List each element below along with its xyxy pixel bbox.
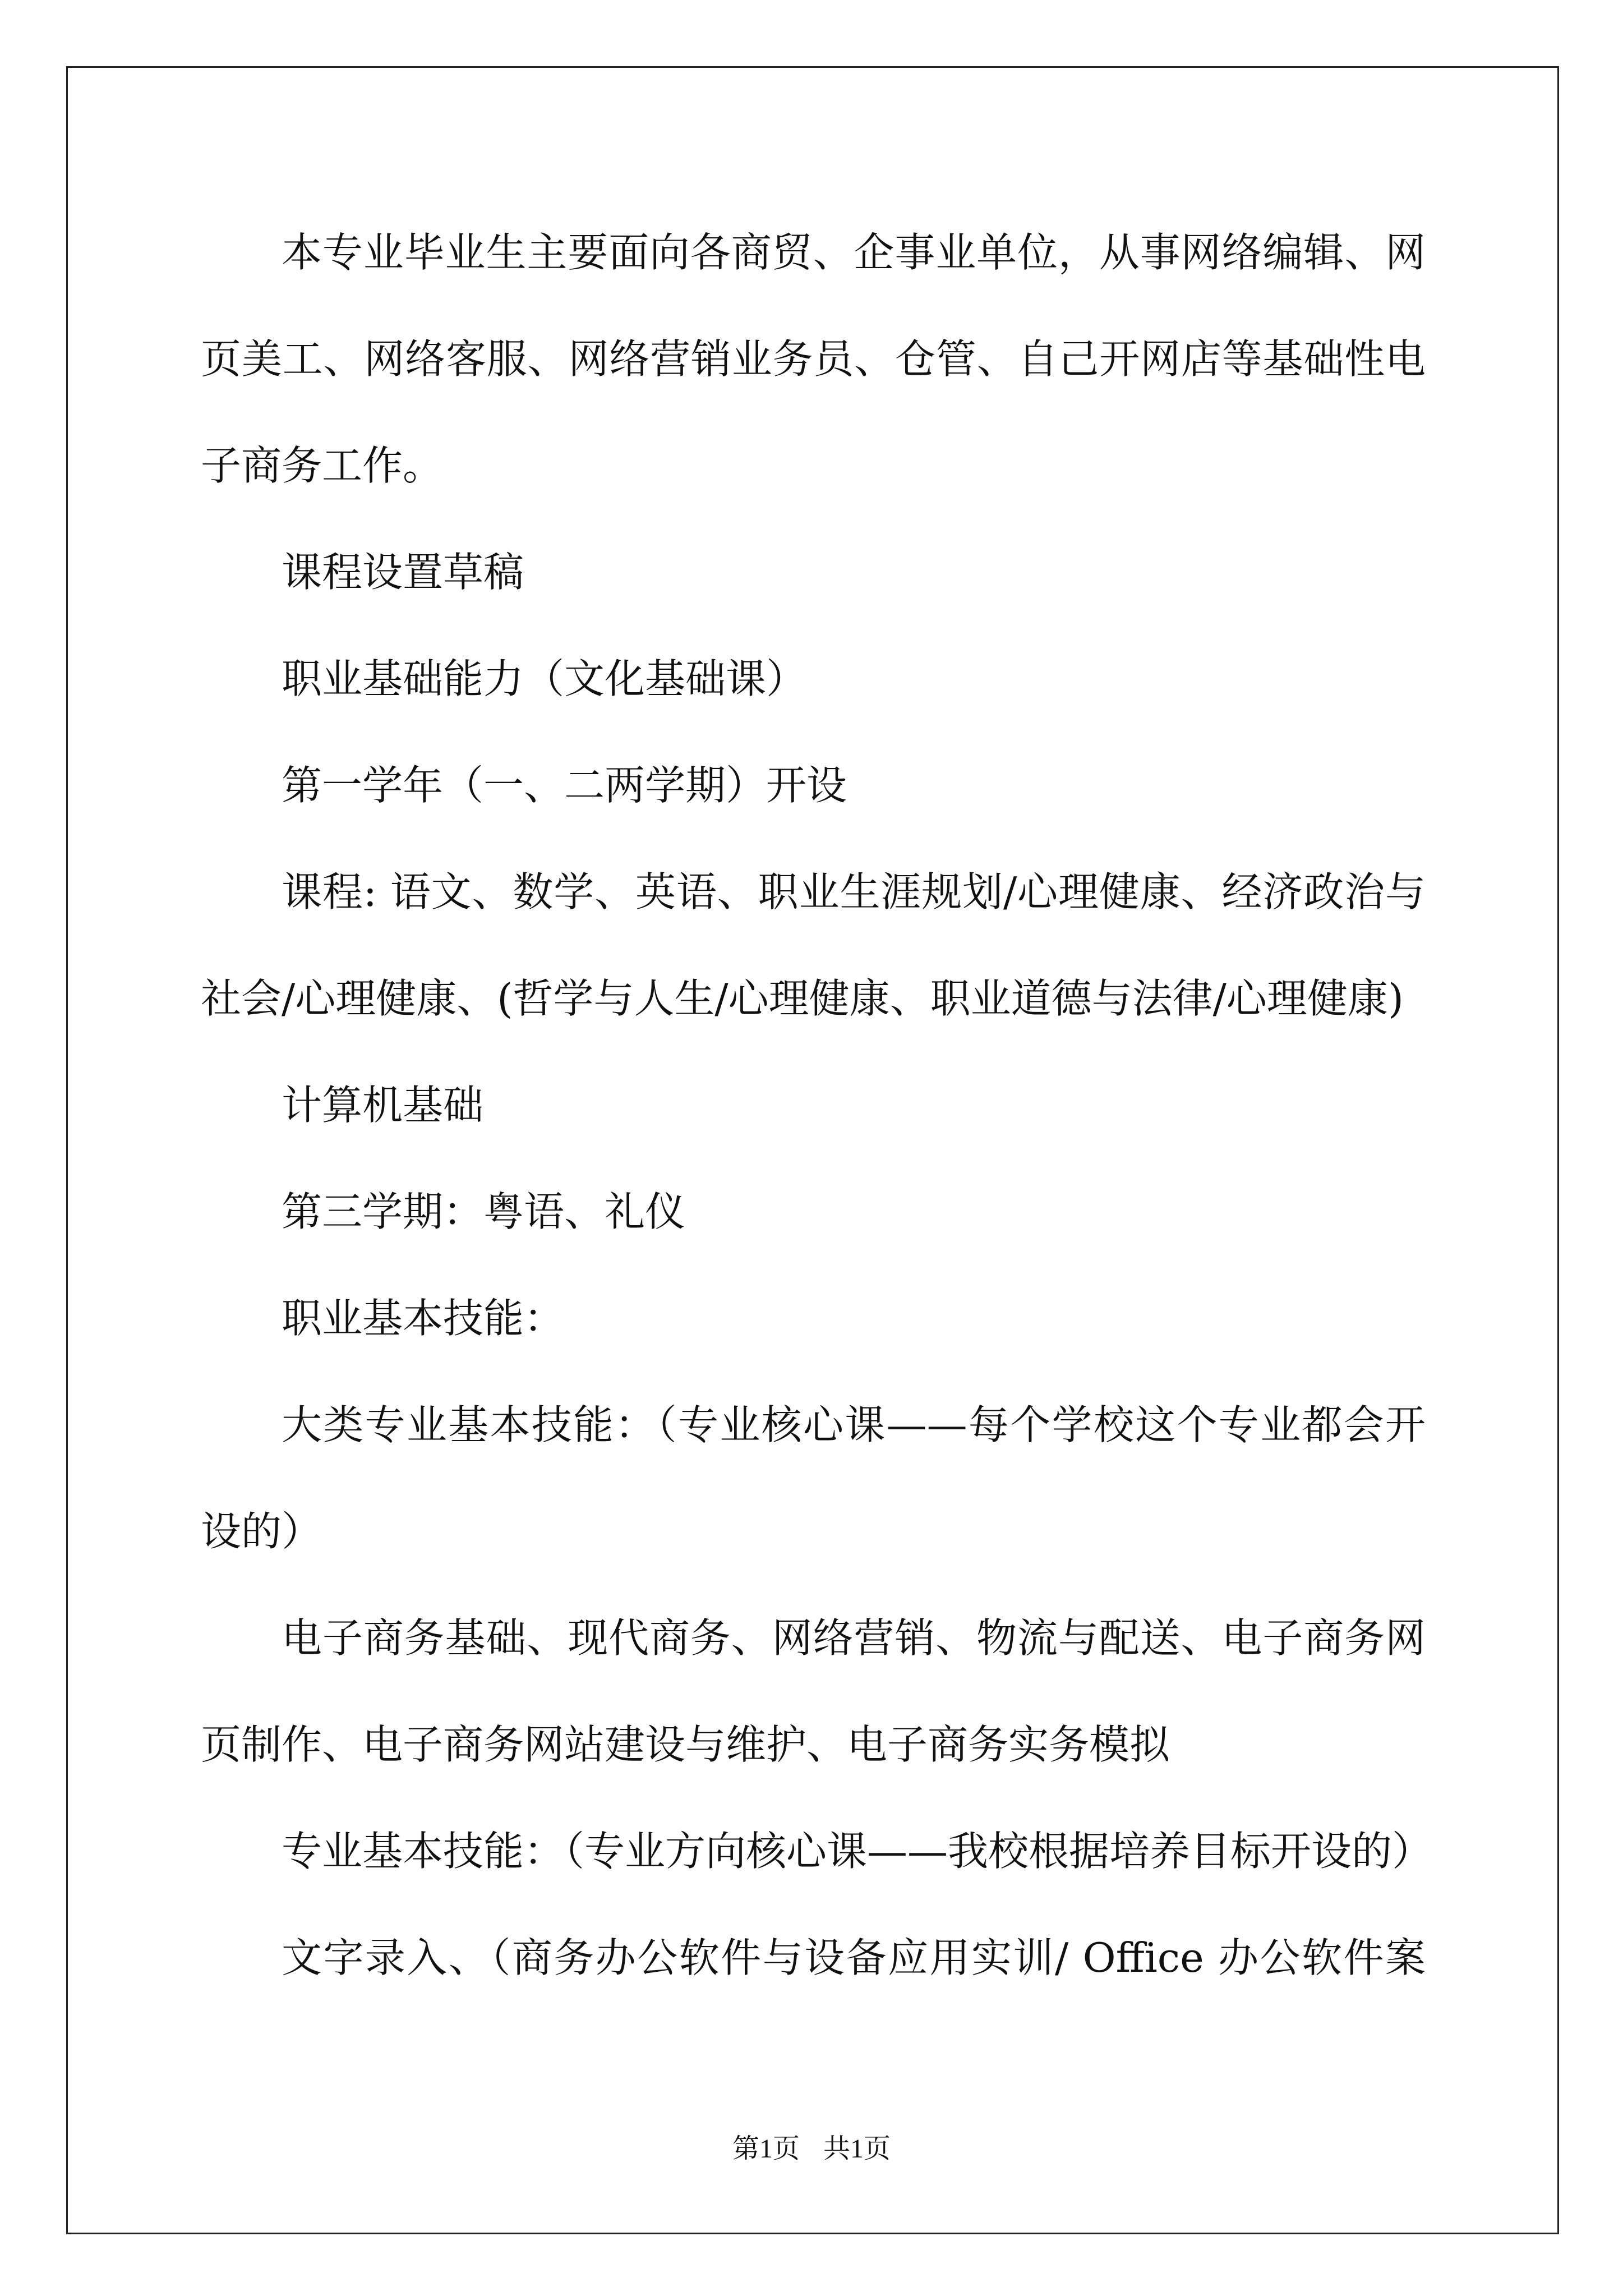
paragraph xyxy=(201,1798,1433,1904)
paragraph-line: 课程设置草稿 xyxy=(282,549,524,596)
paragraph xyxy=(201,839,1426,1052)
page-total: 共1页 xyxy=(823,2134,891,2164)
paragraph-line: 页制作、电子商务网站建设与维护、电子商务实务模拟 xyxy=(201,1721,1170,1768)
paragraph xyxy=(201,1904,1426,2011)
paragraph-line: 文字录入、（商务办公软件与设备应用实训/ Office 办公软件案 xyxy=(282,1934,1426,1981)
paragraph xyxy=(201,519,1426,625)
paragraph-line: 计算机基础 xyxy=(282,1082,484,1129)
paragraph xyxy=(201,1372,1426,1585)
paragraph-line: 本专业毕业生主要面向各商贸、企事业单位，从事网络编辑、网 xyxy=(282,229,1426,276)
paragraph-line: 设的） xyxy=(201,1508,322,1555)
paragraph-line: 社会/心理健康、(哲学与人生/心理健康、职业道德与法律/心理健康) xyxy=(201,975,1404,1022)
paragraph-line: 电子商务基础、现代商务、网络营销、物流与配送、电子商务网 xyxy=(282,1614,1426,1662)
paragraph xyxy=(201,1158,1426,1265)
paragraph xyxy=(201,732,1426,839)
paragraph-line: 专业基本技能：（专业方向核心课——我校根据培养目标开设的） xyxy=(282,1828,1433,1875)
paragraph-line: 子商务工作。 xyxy=(201,442,444,489)
paragraph-line: 职业基本技能： xyxy=(282,1295,565,1342)
paragraph xyxy=(201,625,1426,732)
paragraph-line: 第三学期：粤语、礼仪 xyxy=(282,1188,686,1235)
paragraph-line: 页美工、网络客服、网络营销业务员、仓管、自己开网店等基础性电 xyxy=(201,335,1426,383)
paragraph-line: 职业基础能力（文化基础课） xyxy=(282,655,807,702)
paragraph xyxy=(201,1265,1426,1372)
paragraph-line: 第一学年（一、二两学期）开设 xyxy=(282,762,847,809)
page-footer xyxy=(0,2132,1623,2166)
page-number: 第1页 xyxy=(732,2134,800,2164)
paragraph xyxy=(201,199,1426,519)
paragraph xyxy=(201,1585,1426,1798)
document-body xyxy=(201,199,1433,2011)
paragraph-line: 大类专业基本技能：（专业核心课——每个学校这个专业都会开 xyxy=(282,1401,1426,1448)
paragraph xyxy=(201,1052,1426,1158)
paragraph-line: 课程: 语文、数学、英语、职业生涯规划/心理健康、经济政治与 xyxy=(282,868,1426,915)
